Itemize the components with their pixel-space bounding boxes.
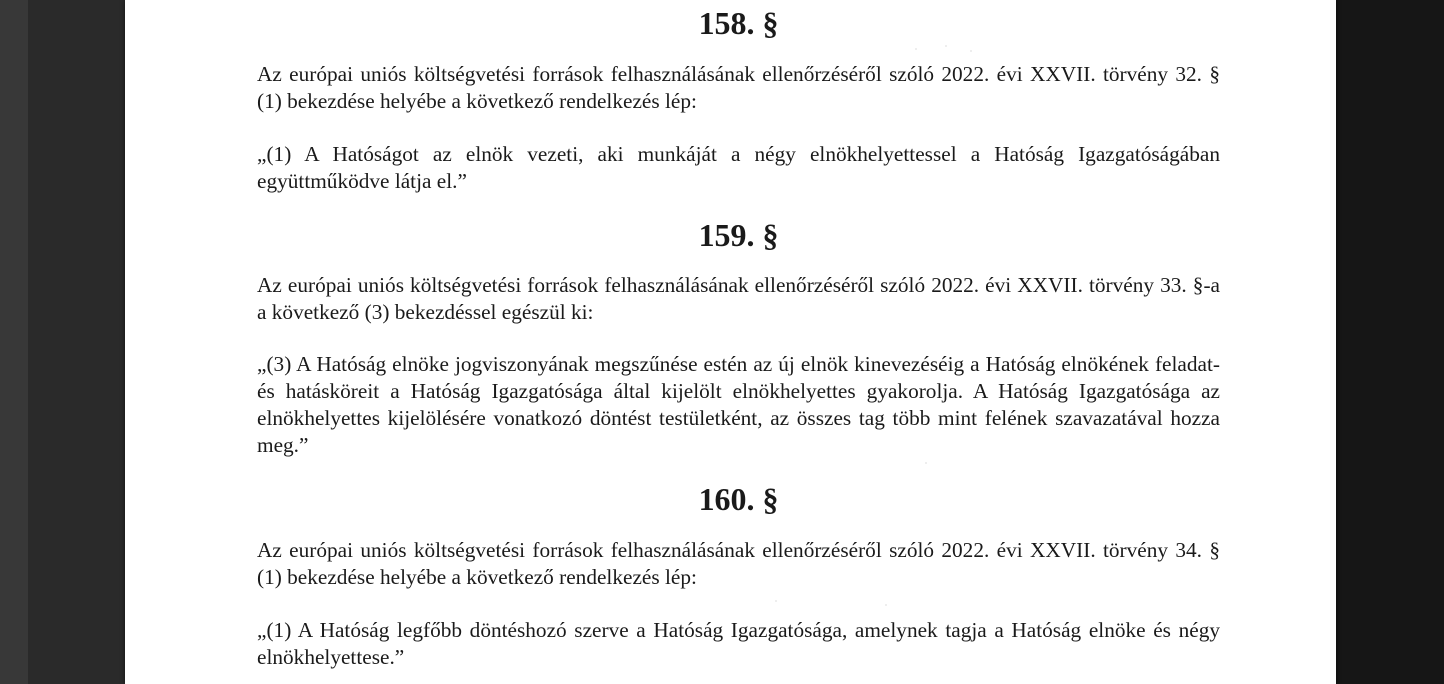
section-159-quote: „(3) A Hatóság elnöke jogviszonyának megszűnése estén az új elnök kinevezéséig a Hatóság elnökének feladat- és hatásköreit a Hatóság Igazgatósága által kijelölt elnökhelyettes gyakorolja. A Hatóság Igazgatósága az elnökhelyettes kijelölésére vonatkozó döntést testületként, az összes tag több mint felének szavazatával hozza meg.” xyxy=(257,352,1220,457)
section-title-159: 159. § xyxy=(698,218,779,253)
section-158-intro: Az európai uniós költségvetési források felhasználásának ellenőrzéséről szóló 2022. évi XXVII. törvény 32. § (1) bekezdése helyébe a következő rendelkezés lép: xyxy=(257,62,1220,113)
document-page[interactable] xyxy=(125,0,1336,684)
section-160-intro: Az európai uniós költségvetési források felhasználásának ellenőrzéséről szóló 2022. évi XXVII. törvény 34. § (1) bekezdése helyébe a következő rendelkezés lép: xyxy=(257,538,1220,589)
right-gutter xyxy=(1336,0,1444,684)
section-title-160: 160. § xyxy=(698,482,779,517)
section-title-158: 158. § xyxy=(698,6,779,41)
scan-speck xyxy=(945,45,947,47)
scan-speck xyxy=(885,604,887,606)
section-158-quote: „(1) A Hatóságot az elnök vezeti, aki munkáját a négy elnökhelyettessel a Hatóság Igazgatóságában együttműködve látja el.” xyxy=(257,142,1220,193)
left-gutter xyxy=(0,0,28,684)
section-159-intro: Az európai uniós költségvetési források felhasználásának ellenőrzéséről szóló 2022. évi XXVII. törvény 33. §-a a következő (3) bekezdéssel egészül ki: xyxy=(257,273,1220,324)
scan-speck xyxy=(970,50,972,52)
scan-speck xyxy=(925,462,927,464)
scan-speck xyxy=(775,600,777,602)
section-160-quote: „(1) A Hatóság legfőbb döntéshozó szerve a Hatóság Igazgatósága, amelynek tagja a Hatóság elnöke és négy elnökhelyettese.” xyxy=(257,618,1220,669)
scan-speck xyxy=(915,48,917,50)
